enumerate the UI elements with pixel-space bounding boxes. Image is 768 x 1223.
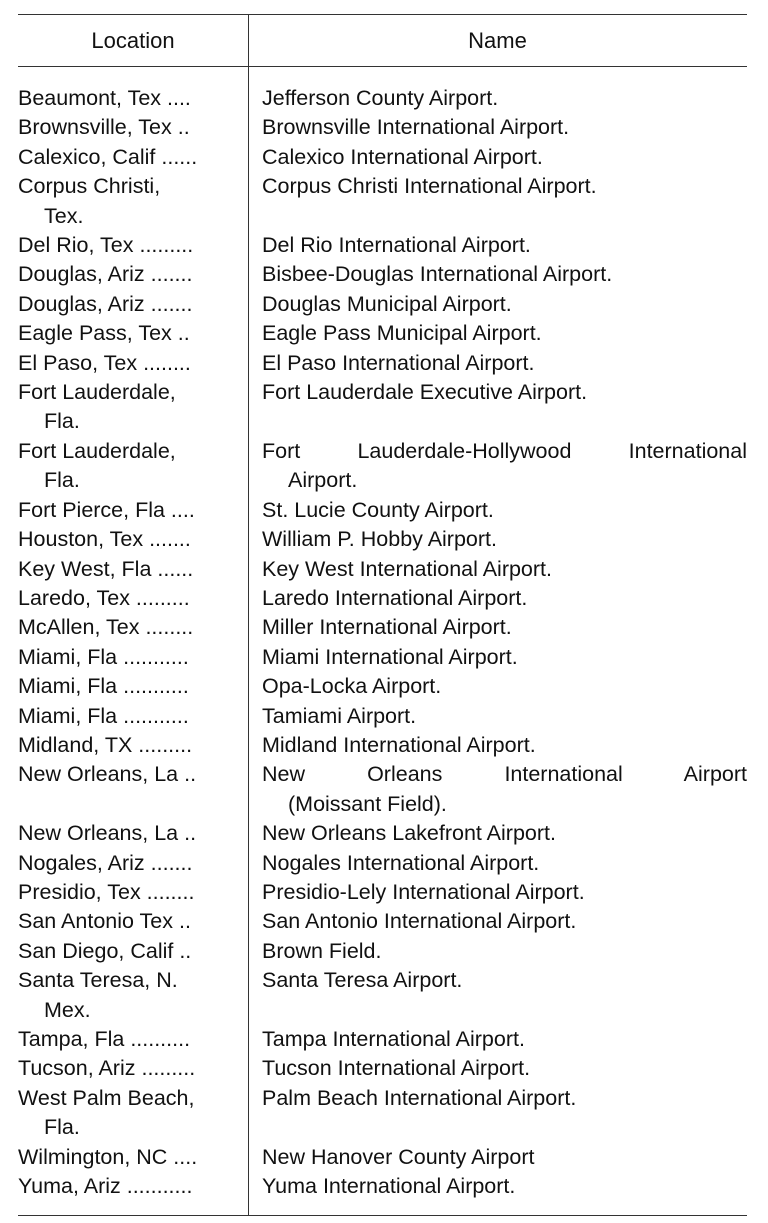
airport-name-cell [248, 143, 747, 172]
airport-name-cell [248, 584, 747, 613]
location-cell [18, 319, 248, 348]
location-cell [18, 937, 248, 966]
airport-name-cell [248, 1143, 747, 1172]
table-row [18, 966, 747, 1025]
table-row [18, 702, 747, 731]
location-text: Tampa, Fla .......... [18, 1027, 191, 1051]
location-text: Yuma, Ariz ........... [18, 1174, 193, 1199]
airport-name-cell [248, 172, 747, 231]
airport-name-text: Fort Lauderdale Executive Airport. [262, 380, 588, 405]
airport-name-text: Yuma International Airport. [262, 1174, 516, 1199]
airport-name-cell [248, 966, 747, 1025]
airport-name-text: Eagle Pass Municipal Airport. [262, 321, 542, 346]
airport-name-text: Opa-Locka Airport. [262, 674, 442, 699]
location-cell [18, 731, 248, 760]
location-cell [18, 172, 248, 231]
table-row [18, 907, 747, 936]
location-cell [18, 613, 248, 642]
location-text: Miami, Fla ........... [18, 703, 189, 728]
airport-name-cell [248, 878, 747, 907]
location-cell [18, 496, 248, 525]
table-row [18, 113, 747, 142]
airport-name-text: Corpus Christi International Airport. [262, 174, 597, 199]
table-row [18, 849, 747, 878]
table-row [18, 1084, 747, 1143]
table-row [18, 731, 747, 760]
airport-name-text: New Orleans International Airport [262, 762, 747, 787]
location-continuation: Fla. [44, 468, 80, 493]
table-row [18, 1054, 747, 1083]
airport-name-cell [248, 613, 747, 642]
airport-name-cell [248, 937, 747, 966]
location-text: Santa Teresa, N. [18, 968, 178, 993]
airport-name-cell [248, 525, 747, 554]
table-row [18, 496, 747, 525]
location-cell [18, 231, 248, 260]
airport-name-text: Laredo International Airport. [262, 585, 528, 610]
airport-name-text: Bisbee-Douglas International Airport. [262, 262, 613, 287]
airport-name-text: Palm Beach International Airport. [262, 1085, 577, 1110]
location-text: Brownsville, Tex .. [18, 115, 190, 140]
table-row [18, 1025, 747, 1054]
airport-name-text: Presidio-Lely International Airport. [262, 879, 585, 904]
table-row [18, 584, 747, 613]
location-cell [18, 143, 248, 172]
location-text: Fort Lauderdale, [18, 438, 176, 463]
airport-name-cell [248, 84, 747, 113]
location-text: Houston, Tex ....... [18, 527, 191, 552]
airport-name-cell [248, 496, 747, 525]
location-text: Douglas, Ariz ....... [18, 291, 193, 316]
table-row [18, 260, 747, 289]
location-cell [18, 966, 248, 1025]
airport-name-text: New Orleans Lakefront Airport. [262, 821, 556, 846]
airport-name-text: New Hanover County Airport [262, 1144, 535, 1169]
airport-name-cell [248, 731, 747, 760]
airport-table [18, 14, 747, 1216]
table-row [18, 143, 747, 172]
location-cell [18, 1172, 248, 1201]
location-text: Tucson, Ariz ......... [18, 1056, 196, 1081]
column-divider [248, 67, 249, 1215]
airport-name-cell [248, 231, 747, 260]
location-continuation: Tex. [44, 203, 84, 228]
airport-name-cell [248, 319, 747, 348]
airport-name-cell [248, 555, 747, 584]
airport-name-text: William P. Hobby Airport. [262, 527, 497, 552]
table-row [18, 1143, 747, 1172]
location-cell [18, 260, 248, 289]
location-cell [18, 555, 248, 584]
airport-name-text: Tamiami Airport. [262, 703, 417, 728]
location-cell [18, 878, 248, 907]
location-cell [18, 819, 248, 848]
location-cell [18, 907, 248, 936]
airport-name-text: Jefferson County Airport. [262, 86, 499, 110]
table-row [18, 672, 747, 701]
location-cell [18, 672, 248, 701]
location-cell [18, 525, 248, 554]
airport-name-text: Tampa International Airport. [262, 1027, 525, 1051]
table-row [18, 437, 747, 496]
location-cell [18, 1025, 248, 1054]
airport-name-text: Calexico International Airport. [262, 144, 543, 169]
airport-name-cell [248, 672, 747, 701]
table-row [18, 172, 747, 231]
location-text: New Orleans, La .. [18, 762, 197, 787]
airport-name-cell [248, 113, 747, 142]
airport-name-cell [248, 437, 747, 496]
location-text: Key West, Fla ...... [18, 556, 194, 581]
location-text: San Antonio Tex .. [18, 909, 191, 934]
location-text: Miami, Fla ........... [18, 674, 189, 699]
airport-name-text: Key West International Airport. [262, 556, 552, 581]
airport-name-cell [248, 907, 747, 936]
location-text: Wilmington, NC .... [18, 1144, 198, 1169]
table-row [18, 760, 747, 819]
location-cell [18, 760, 248, 819]
bottom-rule [18, 1215, 747, 1216]
location-text: Fort Lauderdale, [18, 380, 176, 405]
airport-name-text: Nogales International Airport. [262, 850, 540, 875]
airport-name-cell [248, 849, 747, 878]
location-text: Nogales, Ariz ....... [18, 850, 193, 875]
table-body [18, 67, 747, 1215]
airport-name-text: Fort Lauderdale-Hollywood International [262, 438, 747, 463]
airport-name-cell [248, 760, 747, 819]
location-text: Laredo, Tex ......... [18, 585, 190, 610]
location-text: West Palm Beach, [18, 1085, 195, 1110]
location-text: Midland, TX ......... [18, 732, 193, 757]
location-cell [18, 1084, 248, 1143]
airport-name-cell [248, 702, 747, 731]
table-row [18, 290, 747, 319]
header-location: Location [91, 28, 175, 53]
table-row [18, 819, 747, 848]
location-text: Corpus Christi, [18, 174, 161, 199]
airport-name-text: San Antonio International Airport. [262, 909, 577, 934]
airport-name-text: Del Rio International Airport. [262, 233, 531, 258]
location-text: El Paso, Tex ........ [18, 350, 191, 375]
airport-name-cell [248, 1054, 747, 1083]
location-text: Douglas, Ariz ....... [18, 262, 193, 287]
airport-name-text: Midland International Airport. [262, 732, 536, 757]
airport-name-cell [248, 643, 747, 672]
location-cell [18, 702, 248, 731]
table-row [18, 378, 747, 437]
location-continuation: Fla. [44, 1115, 80, 1140]
location-text: Calexico, Calif ...... [18, 144, 198, 169]
airport-name-cell [248, 378, 747, 437]
location-text: Eagle Pass, Tex .. [18, 321, 190, 346]
airport-name-cell [248, 349, 747, 378]
location-cell [18, 849, 248, 878]
location-cell [18, 349, 248, 378]
airport-name-text: Miller International Airport. [262, 615, 512, 640]
airport-name-text: Miami International Airport. [262, 644, 518, 669]
table-row [18, 937, 747, 966]
location-cell [18, 113, 248, 142]
airport-name-cell [248, 1025, 747, 1054]
table-row [18, 1172, 747, 1201]
location-cell [18, 643, 248, 672]
table-row [18, 231, 747, 260]
location-text: Presidio, Tex ........ [18, 879, 195, 904]
location-text: New Orleans, La .. [18, 821, 197, 846]
location-text: McAllen, Tex ........ [18, 615, 194, 640]
location-text: Beaumont, Tex .... [18, 86, 191, 110]
table-header [18, 15, 747, 66]
airport-name-text: Santa Teresa Airport. [262, 968, 463, 993]
table-row [18, 349, 747, 378]
table-row [18, 878, 747, 907]
table-row [18, 643, 747, 672]
location-continuation: Mex. [44, 997, 91, 1022]
airport-name-cell [248, 819, 747, 848]
location-continuation: Fla. [44, 409, 80, 434]
airport-name-text: Tucson International Airport. [262, 1056, 531, 1081]
table-row [18, 613, 747, 642]
airport-name-text: Brownsville International Airport. [262, 115, 570, 140]
location-cell [18, 290, 248, 319]
location-text: San Diego, Calif .. [18, 938, 192, 963]
location-cell [18, 584, 248, 613]
table-row [18, 84, 747, 113]
location-cell [18, 84, 248, 113]
header-name: Name [468, 28, 527, 53]
location-text: Fort Pierce, Fla .... [18, 497, 195, 522]
airport-name-cell [248, 290, 747, 319]
location-text: Miami, Fla ........... [18, 644, 189, 669]
airport-name-cell [248, 1172, 747, 1201]
airport-name-text: Brown Field. [262, 938, 382, 963]
airport-name-continuation: (Moissant Field). [288, 791, 447, 816]
airport-name-text: St. Lucie County Airport. [262, 497, 494, 522]
airport-name-continuation: Airport. [288, 468, 358, 493]
column-divider [248, 15, 249, 66]
table-row [18, 555, 747, 584]
airport-name-cell [248, 1084, 747, 1143]
airport-name-text: Douglas Municipal Airport. [262, 291, 512, 316]
location-cell [18, 1143, 248, 1172]
table-row [18, 319, 747, 348]
location-text: Del Rio, Tex ......... [18, 233, 194, 258]
location-cell [18, 378, 248, 437]
airport-name-cell [248, 260, 747, 289]
airport-name-text: El Paso International Airport. [262, 350, 535, 375]
location-cell [18, 437, 248, 496]
table-row [18, 525, 747, 554]
location-cell [18, 1054, 248, 1083]
